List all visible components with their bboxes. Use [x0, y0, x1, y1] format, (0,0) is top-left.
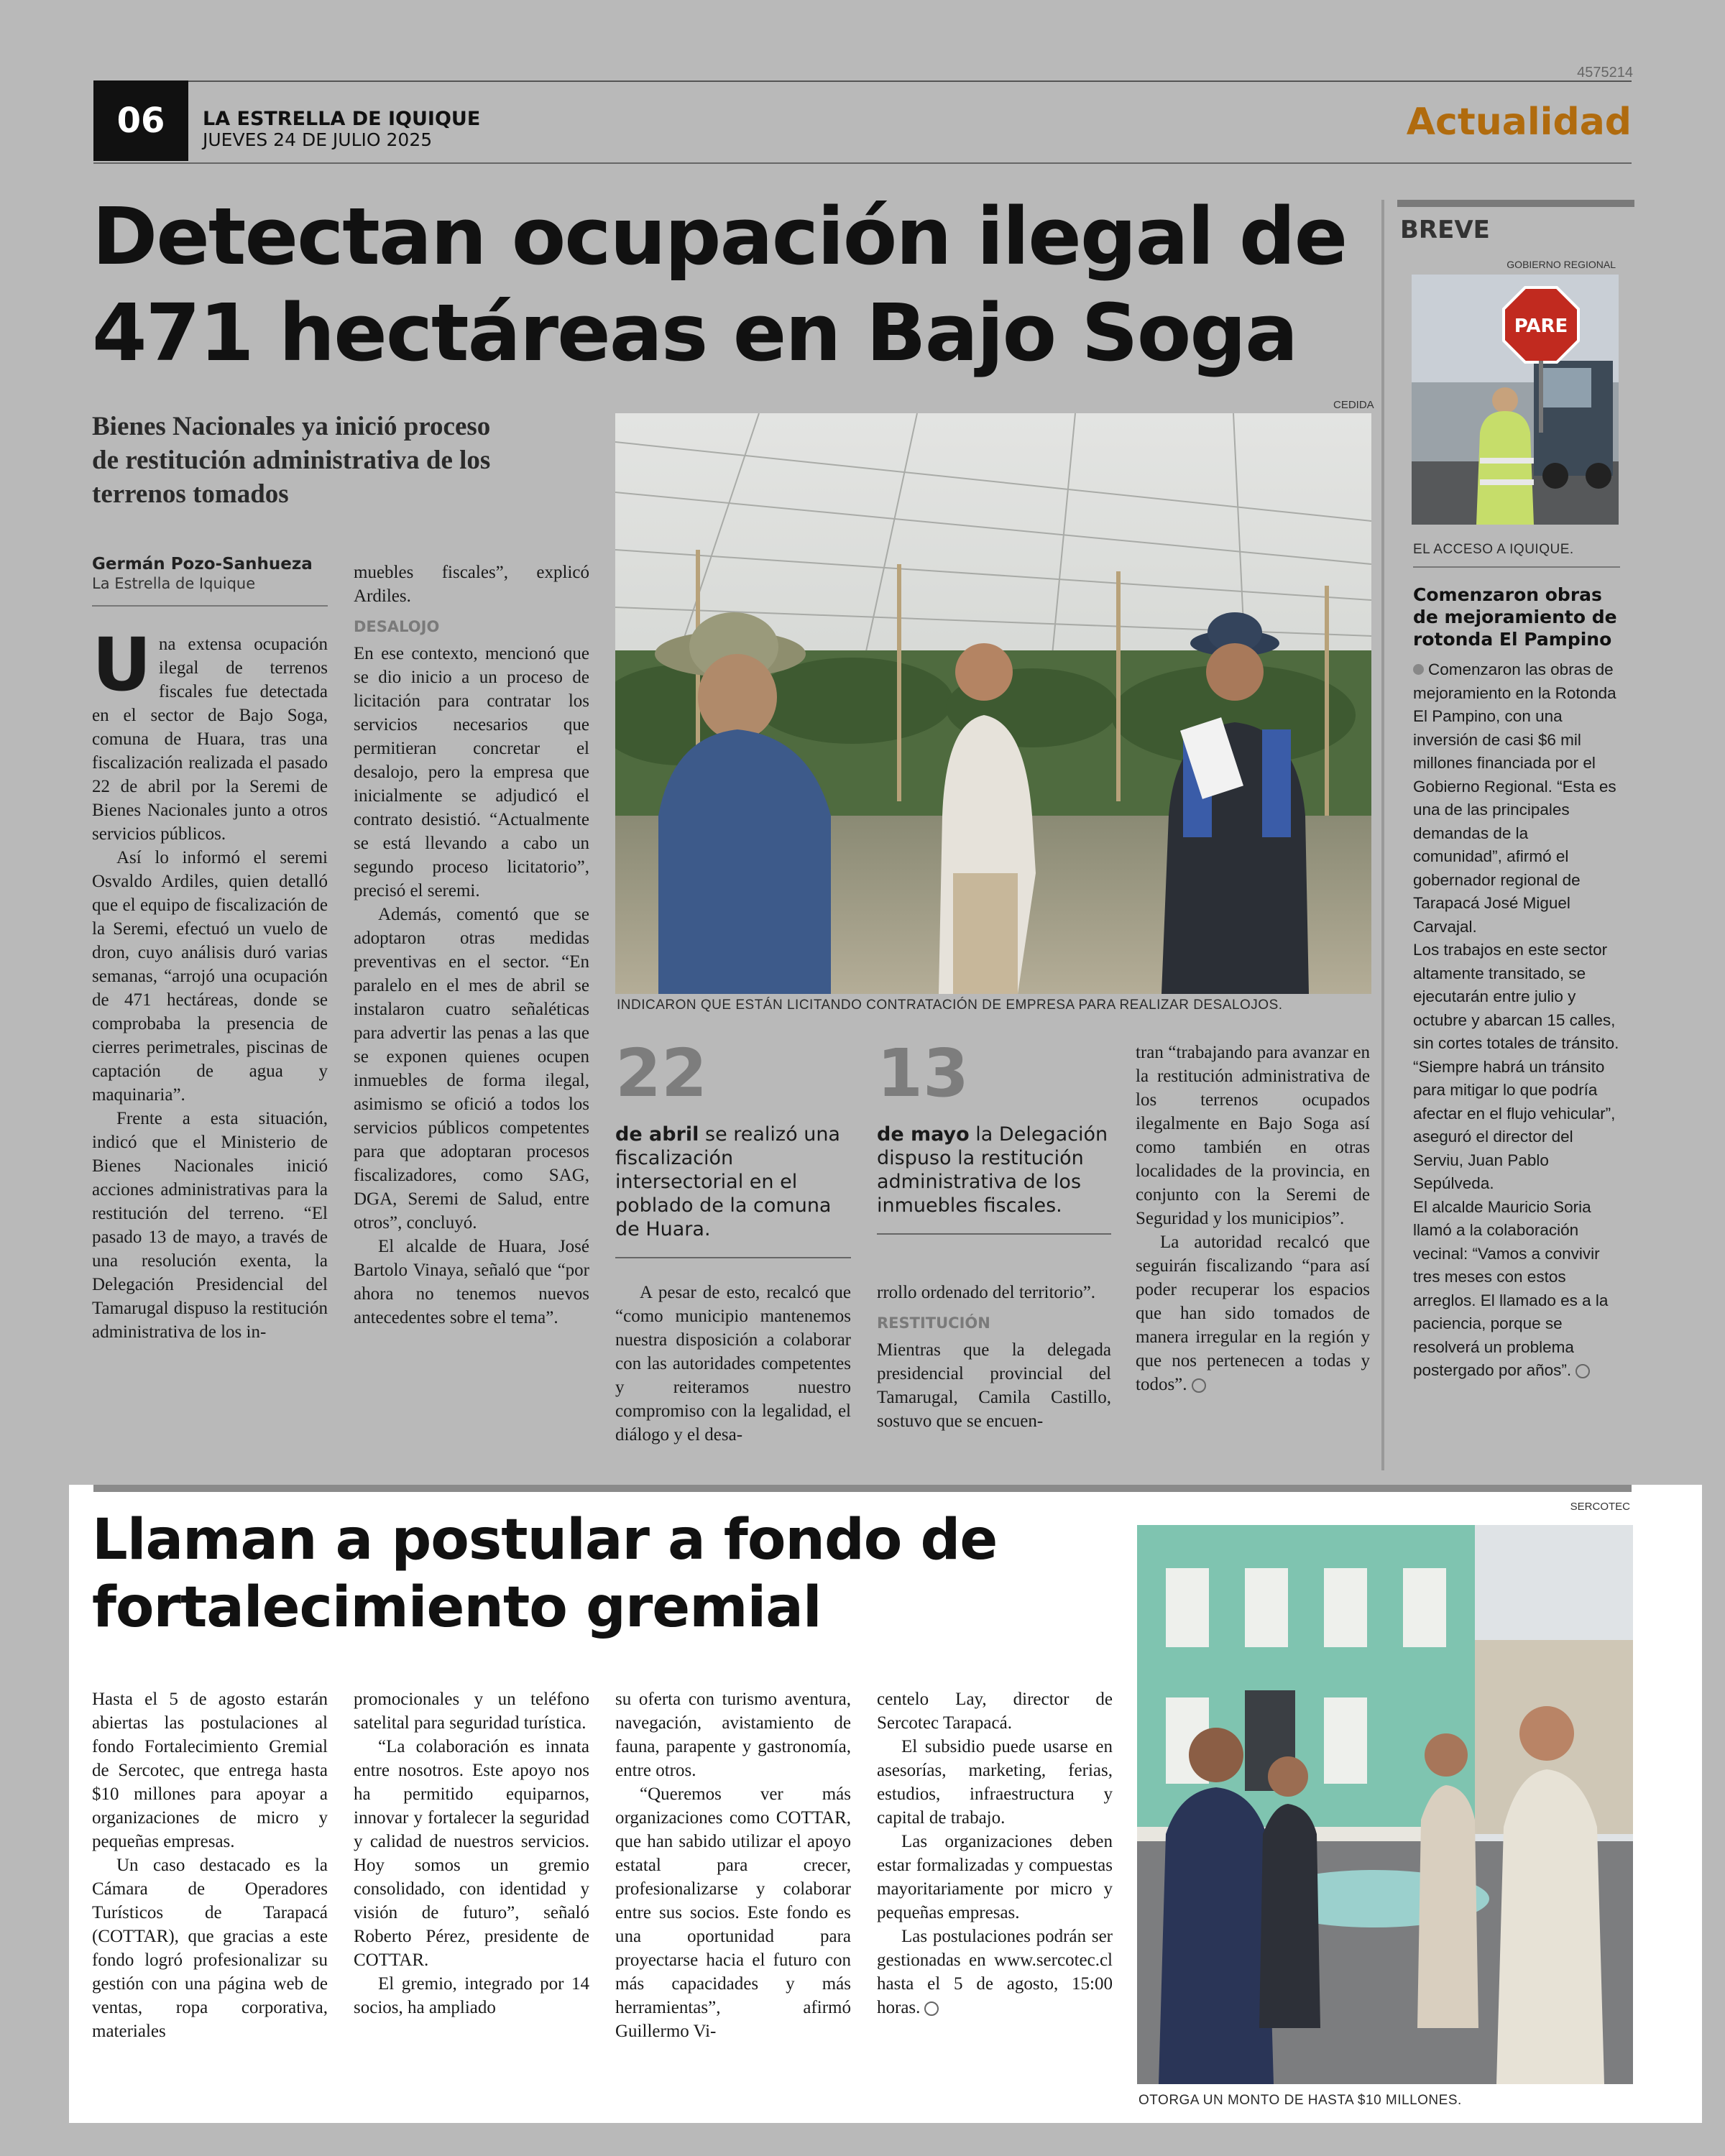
- second-col3-p1: su oferta con turismo aventura, navegación, avistamiento de fauna, parapente y gastronomía, entre otros.: [615, 1690, 851, 1780]
- second-photo-credit: SERCOTEC: [1570, 1501, 1630, 1513]
- fact2-rule: [877, 1233, 1111, 1235]
- fact2-bold: de mayo: [877, 1123, 970, 1146]
- main-col1-p2: Así lo informó el seremi Osvaldo Ardiles, quien detalló que el equipo de fiscalización de la Seremi, efectuó un vuelo de dron, cuyo análisis duró varias semanas, “arrojó una ocupación de 471 hectáreas, donde se comprobaba la presencia de cierres perimetrales, piscinas de captación de agua y maquinaria”.: [92, 848, 328, 1105]
- second-col3-p2: “Queremos ver más organizaciones como COTTAR, que han sabido utilizar el apoyo estatal para crecer, profesionalizarse y colaborar entre sus socios. Este fondo es una oportunidad para proyectarse hacia el futuro con más capacidades y más herramientas”, afirmó Guillermo Vi-: [615, 1784, 851, 2041]
- page-number: 06: [93, 80, 188, 161]
- main-col1-p1: na extensa ocupación ilegal de terrenos fiscales fue detectada en el sector de Bajo Soga, comuna de Huara, tras una fiscalización realizada el pasado 22 de abril por la Seremi de Bienes Nacionales junto a otros servicios públicos.: [92, 635, 328, 844]
- main-col2-p4: El alcalde de Huara, José Bartolo Vinaya, señaló que “por ahora no tenemos nuevos antecedentes sobre el tema”.: [354, 1237, 589, 1327]
- dropcap: U: [92, 622, 152, 708]
- deck-line2: de restitución administrativa de los: [92, 446, 491, 475]
- bullet-icon: [1413, 664, 1424, 675]
- main-col2-p2: En ese contexto, mencionó que se dio inicio a un proceso de licitación para contratar los servicios necesarios que permitieran concretar el desalojo, pero la empresa que inicialmente se adjudicó el contrato desistió. “Actualmente se está llevando a cabo un segundo proceso licitatorio”, precisó el seremi.: [354, 644, 589, 900]
- fact2-text: la Delegación dispuso la restitución administrativa de los inmuebles fiscales.: [877, 1123, 1108, 1217]
- main-deck: [92, 410, 602, 511]
- main-col5-p1: tran “trabajando para avanzar en la restitución administrativa de los terrenos ocupados ilegalmente en Bajo Soga así como también en otras localidades de la provincia, en conjunto con la Seremi de Seguridad y los municipios”.: [1136, 1043, 1370, 1228]
- second-col4-p3: Las organizaciones deben estar formalizadas y compuestas mayoritariamente por micro y pequeñas empresas.: [877, 1832, 1113, 1922]
- breve-end-mark-icon: [1576, 1364, 1590, 1378]
- second-headline-line1: Llaman a postular a fondo de: [92, 1508, 998, 1572]
- breve-p3: “Siempre habrá un tránsito para mitigar lo que podría afectar en el flujo vehicular”, aseguró el director del Serviu, Juan Pablo Sepúlveda.: [1413, 1057, 1616, 1192]
- main-col-1: [92, 622, 328, 1344]
- second-col4-p2: El subsidio puede usarse en asesorías, marketing, ferias, estudios, infraestructura y capital de trabajo.: [877, 1737, 1113, 1828]
- fact1-number: 22: [615, 1035, 708, 1112]
- main-col5-p2: La autoridad recalcó que seguirán fiscalizando “para así poder recuperar los espacios que han sido tomados de manera irregular en la región y que nos pertenecen a todas y todos”.: [1136, 1233, 1370, 1394]
- breve-p2: Los trabajos en este sector altamente transitado, se ejecutarán entre julio y octubre y abarcan 15 calles, sin cortes totales de tránsito.: [1413, 941, 1619, 1052]
- author-name: Germán Pozo-Sanhueza: [92, 555, 313, 573]
- second-col2-p3: El gremio, integrado por 14 socios, ha ampliado: [354, 1974, 589, 2017]
- main-col-3: [615, 1281, 851, 1447]
- main-photo-caption: INDICARON QUE ESTÁN LICITANDO CONTRATACIÓN DE EMPRESA PARA REALIZAR DESALOJOS.: [617, 998, 1283, 1013]
- second-headline: [92, 1506, 997, 1641]
- main-col-2: [354, 561, 589, 1330]
- fact-box-2: [877, 1035, 1111, 1235]
- page-id: 4575214: [1577, 65, 1633, 80]
- main-col1-p3: Frente a esta situación, indicó que el Ministerio de Bienes Nacionales inició acciones administrativas para la restitución del terreno. “El pasado 13 de mayo, a través de una resolución exenta, la Delegación Presidencial del Tamarugal dispuso la restitución administrativa de los in-: [92, 1109, 328, 1342]
- breve-p1: Comenzaron las obras de mejoramiento en la Rotonda El Pampino, con una inversión de casi $6 mil millones financiada por el Gobierno Regional. “Esta es una de las principales demandas de la comunidad”, afirmó el gobernador regional de Tarapacá José Miguel Carvajal.: [1413, 660, 1616, 936]
- main-photo-credit: CEDIDA: [1333, 399, 1374, 411]
- author-org: La Estrella de Iquique: [92, 575, 256, 592]
- newspaper-name: LA ESTRELLA DE IQUIQUE: [203, 108, 481, 130]
- fact1-text: se realizó una fiscalización intersectorial en el poblado de la comuna de Huara.: [615, 1123, 840, 1240]
- author-rule: [92, 605, 328, 607]
- breve-photo-caption: EL ACCESO A IQUIQUE.: [1413, 542, 1574, 557]
- fact1-rule: [615, 1257, 851, 1258]
- second-col1-p2: Un caso destacado es la Cámara de Operadores Turísticos de Tarapacá (COTTAR), que gracias a este fondo logró profesionalizar su gestión con una página web de ventas, ropa corporativa, materiales: [92, 1856, 328, 2041]
- second-col4-p4: Las postulaciones podrán ser gestionadas en www.sercotec.cl hasta el 5 de agosto, 15:00 horas.: [877, 1927, 1113, 2017]
- main-col-4: [877, 1281, 1111, 1433]
- main-headline-line2: 471 hectáreas en Bajo Soga: [92, 287, 1297, 379]
- main-headline-line1: Detectan ocupación ilegal de: [92, 190, 1347, 282]
- breve-caption-rule: [1413, 566, 1620, 568]
- end-mark-icon: [1192, 1378, 1206, 1393]
- main-col-5: [1136, 1041, 1370, 1396]
- second-col1-p1: Hasta el 5 de agosto estarán abiertas las postulaciones al fondo Fortalecimiento Gremial de Sercotec, que entrega hasta $10 millones para apoyar a organizaciones de micro y pequeñas empresas.: [92, 1690, 328, 1851]
- building-group-photo: [1137, 1525, 1633, 2084]
- second-col-2: [354, 1687, 589, 2019]
- breve-photo: [1412, 275, 1619, 525]
- breve-top-rule: [1397, 200, 1634, 207]
- pare-sign-text: PARE: [1514, 315, 1568, 337]
- breve-label: BREVE: [1400, 216, 1490, 244]
- section-name: Actualidad: [1406, 101, 1632, 144]
- fact2-number: 13: [877, 1035, 970, 1112]
- fact-box-1: [615, 1035, 851, 1258]
- breve-headline: Comenzaron obras de mejoramiento de rotonda El Pampino: [1413, 584, 1617, 650]
- subhead-restitucion: RESTITUCIÓN: [877, 1314, 990, 1332]
- main-col2-p1: muebles fiscales”, explicó Ardiles.: [354, 563, 589, 606]
- second-headline-line2: fortalecimiento gremial: [92, 1575, 822, 1640]
- deck-line1: Bienes Nacionales ya inició proceso: [92, 412, 491, 441]
- second-col4-p1: centelo Lay, director de Sercotec Tarapacá.: [877, 1690, 1113, 1733]
- greenhouse-photo: [615, 413, 1371, 994]
- main-col4-p2: Mientras que la delegada presidencial provincial del Tamarugal, Camila Castillo, sostuvo que se encuen-: [877, 1340, 1111, 1431]
- sercotec-top-rule: [93, 1485, 1632, 1492]
- sercotec-article: [69, 1485, 1702, 2123]
- main-col3-p1: A pesar de esto, recalcó que “como municipio mantenemos nuestra disposición a colaborar con las autoridades competentes y reiteramos nuestro compromiso con la legalidad, el diálogo y el desa-: [615, 1283, 851, 1445]
- second-photo-caption: OTORGA UN MONTO DE HASTA $10 MILLONES.: [1138, 2093, 1462, 2108]
- second-col-3: [615, 1687, 851, 2043]
- second-col2-p2: “La colaboración es innata entre nosotros. Este apoyo nos ha permitido equiparnos, innovar y fortalecer la seguridad y calidad de nuestros servicios. Hoy somos un gremio consolidado, con identidad y visión de futuro”, señaló Roberto Pérez, presidente de COTTAR.: [354, 1737, 589, 1970]
- second-col-1: [92, 1687, 328, 2043]
- breve-photo-credit: GOBIERNO REGIONAL: [1506, 259, 1616, 270]
- road-works-photo: [1412, 275, 1619, 525]
- header-rule: [93, 80, 1632, 82]
- subhead-desalojo: DESALOJO: [354, 618, 440, 635]
- main-col4-p1: rrollo ordenado del territorio”.: [877, 1283, 1096, 1302]
- issue-date: JUEVES 24 DE JULIO 2025: [203, 129, 433, 150]
- breve-body: [1413, 658, 1622, 1383]
- deck-line3: terrenos tomados: [92, 479, 289, 509]
- header-bottom-rule: [93, 162, 1632, 164]
- main-col2-p3: Además, comentó que se adoptaron otras medidas preventivas en el sector. “En paralelo en el mes de abril se instalaron cuatro señaléticas para advertir las penas a las que se exponen quienes ocupen inmuebles de forma ilegal, asimismo se ofició a todos los servicios públicos competentes para que adoptaran procesos fiscalizadores, como SAG, DGA, Seremi de Salud, entre otros”, concluyó.: [354, 905, 589, 1233]
- second-photo: [1137, 1525, 1633, 2084]
- second-col-4: [877, 1687, 1113, 2019]
- breve-p4: El alcalde Mauricio Soria llamó a la colaboración vecinal: “Vamos a convivir tres meses con estos arreglos. El llamado es a la paciencia, porque se resolverá un problema postergado por años”.: [1413, 1197, 1609, 1379]
- second-col2-p1: promocionales y un teléfono satelital para seguridad turística.: [354, 1690, 589, 1733]
- breve-sidebar: [1381, 200, 1634, 1470]
- second-end-mark-icon: [924, 2001, 939, 2016]
- main-headline: [92, 188, 1346, 381]
- main-photo: [615, 413, 1371, 994]
- fact1-bold: de abril: [615, 1123, 699, 1146]
